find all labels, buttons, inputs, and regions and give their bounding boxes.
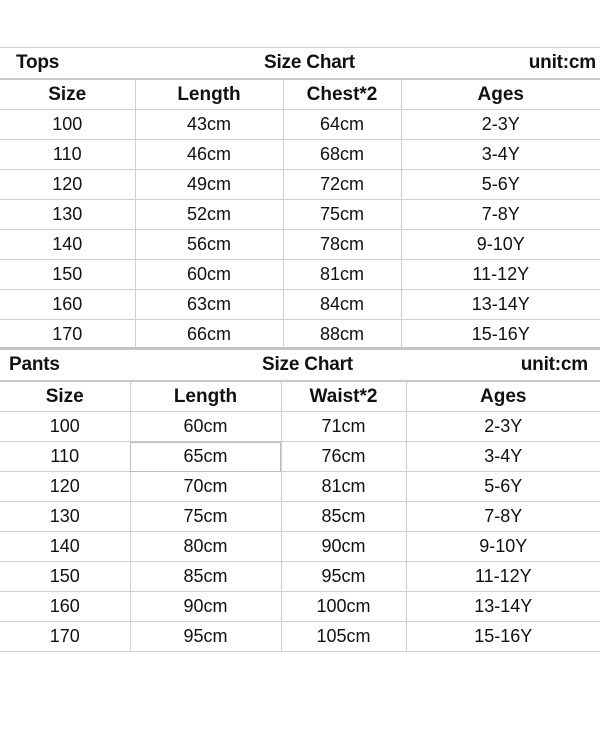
tops-cell-chest: 72cm bbox=[283, 170, 401, 200]
pants-cell-length: 95cm bbox=[130, 622, 281, 652]
tops-cell-ages: 7-8Y bbox=[401, 200, 600, 230]
tops-cell-length: 56cm bbox=[135, 230, 283, 260]
pants-cell-length: 85cm bbox=[130, 562, 281, 592]
tops-cell-ages: 15-16Y bbox=[401, 320, 600, 350]
table-row bbox=[0, 532, 600, 562]
pants-cell-ages: 13-14Y bbox=[406, 592, 600, 622]
table-row bbox=[0, 230, 600, 260]
tops-cell-ages: 9-10Y bbox=[401, 230, 600, 260]
pants-cell-length: 80cm bbox=[130, 532, 281, 562]
tops-cell-size: 170 bbox=[0, 320, 135, 350]
pants-label: Pants bbox=[9, 354, 60, 375]
pants-cell-size: 150 bbox=[0, 562, 130, 592]
tops-header-length: Length bbox=[135, 79, 283, 110]
pants-header-size: Size bbox=[0, 381, 130, 412]
tops-cell-size: 120 bbox=[0, 170, 135, 200]
tops-cell-size: 110 bbox=[0, 140, 135, 170]
tops-cell-ages: 3-4Y bbox=[401, 140, 600, 170]
pants-cell-length: 90cm bbox=[130, 592, 281, 622]
tops-header-size: Size bbox=[0, 79, 135, 110]
pants-cell-size: 170 bbox=[0, 622, 130, 652]
pants-cell-length: 75cm bbox=[130, 502, 281, 532]
tops-cell-size: 140 bbox=[0, 230, 135, 260]
tops-cell-length: 66cm bbox=[135, 320, 283, 350]
table-row bbox=[0, 442, 600, 472]
tops-cell-ages: 2-3Y bbox=[401, 110, 600, 140]
table-row bbox=[0, 592, 600, 622]
pants-header-waist: Waist*2 bbox=[281, 381, 406, 412]
tops-cell-length: 52cm bbox=[135, 200, 283, 230]
pants-table bbox=[0, 380, 600, 652]
pants-cell-waist: 105cm bbox=[281, 622, 406, 652]
table-row bbox=[0, 562, 600, 592]
tops-size-chart bbox=[0, 47, 600, 350]
pants-cell-ages: 3-4Y bbox=[406, 442, 600, 472]
tops-cell-chest: 78cm bbox=[283, 230, 401, 260]
tops-cell-ages: 13-14Y bbox=[401, 290, 600, 320]
table-row bbox=[0, 320, 600, 350]
tops-header-chest: Chest*2 bbox=[283, 79, 401, 110]
pants-cell-size: 140 bbox=[0, 532, 130, 562]
tops-cell-chest: 88cm bbox=[283, 320, 401, 350]
tops-cell-chest: 84cm bbox=[283, 290, 401, 320]
tops-label: Tops bbox=[16, 52, 60, 73]
tops-cell-length: 60cm bbox=[135, 260, 283, 290]
table-row bbox=[0, 140, 600, 170]
tops-cell-ages: 5-6Y bbox=[401, 170, 600, 200]
pants-cell-size: 100 bbox=[0, 412, 130, 442]
pants-cell-length: 60cm bbox=[130, 412, 281, 442]
pants-cell-waist: 100cm bbox=[281, 592, 406, 622]
pants-cell-waist: 90cm bbox=[281, 532, 406, 562]
table-row bbox=[0, 472, 600, 502]
tops-cell-chest: 75cm bbox=[283, 200, 401, 230]
tops-cell-length: 46cm bbox=[135, 140, 283, 170]
pants-cell-length: 65cm bbox=[130, 442, 281, 472]
pants-cell-waist: 76cm bbox=[281, 442, 406, 472]
table-row bbox=[0, 260, 600, 290]
table-row bbox=[0, 412, 600, 442]
pants-cell-size: 160 bbox=[0, 592, 130, 622]
pants-header-row bbox=[0, 381, 600, 412]
pants-cell-waist: 81cm bbox=[281, 472, 406, 502]
pants-title-row bbox=[0, 347, 600, 380]
tops-cell-length: 49cm bbox=[135, 170, 283, 200]
pants-cell-size: 130 bbox=[0, 502, 130, 532]
pants-header-length: Length bbox=[130, 381, 281, 412]
pants-cell-ages: 5-6Y bbox=[406, 472, 600, 502]
tops-unit: unit:cm bbox=[528, 52, 596, 73]
tops-table bbox=[0, 78, 600, 350]
tops-cell-ages: 11-12Y bbox=[401, 260, 600, 290]
pants-chart-title: Size Chart bbox=[262, 354, 353, 375]
tops-cell-size: 150 bbox=[0, 260, 135, 290]
tops-cell-size: 160 bbox=[0, 290, 135, 320]
table-row bbox=[0, 502, 600, 532]
pants-size-chart bbox=[0, 347, 600, 652]
pants-cell-length: 70cm bbox=[130, 472, 281, 502]
pants-cell-ages: 11-12Y bbox=[406, 562, 600, 592]
table-row bbox=[0, 622, 600, 652]
pants-cell-waist: 71cm bbox=[281, 412, 406, 442]
pants-cell-waist: 95cm bbox=[281, 562, 406, 592]
tops-cell-length: 63cm bbox=[135, 290, 283, 320]
pants-unit: unit:cm bbox=[520, 354, 588, 375]
table-row bbox=[0, 170, 600, 200]
tops-title-row bbox=[0, 47, 600, 78]
pants-cell-ages: 7-8Y bbox=[406, 502, 600, 532]
table-row bbox=[0, 200, 600, 230]
tops-cell-length: 43cm bbox=[135, 110, 283, 140]
pants-header-ages: Ages bbox=[406, 381, 600, 412]
pants-cell-waist: 85cm bbox=[281, 502, 406, 532]
table-row bbox=[0, 110, 600, 140]
pants-cell-ages: 9-10Y bbox=[406, 532, 600, 562]
tops-cell-size: 130 bbox=[0, 200, 135, 230]
pants-cell-size: 120 bbox=[0, 472, 130, 502]
pants-cell-size: 110 bbox=[0, 442, 130, 472]
tops-cell-chest: 81cm bbox=[283, 260, 401, 290]
tops-cell-chest: 68cm bbox=[283, 140, 401, 170]
tops-chart-title: Size Chart bbox=[264, 52, 355, 73]
tops-header-row bbox=[0, 79, 600, 110]
table-row bbox=[0, 290, 600, 320]
pants-cell-ages: 15-16Y bbox=[406, 622, 600, 652]
tops-cell-chest: 64cm bbox=[283, 110, 401, 140]
pants-cell-ages: 2-3Y bbox=[406, 412, 600, 442]
tops-cell-size: 100 bbox=[0, 110, 135, 140]
tops-header-ages: Ages bbox=[401, 79, 600, 110]
